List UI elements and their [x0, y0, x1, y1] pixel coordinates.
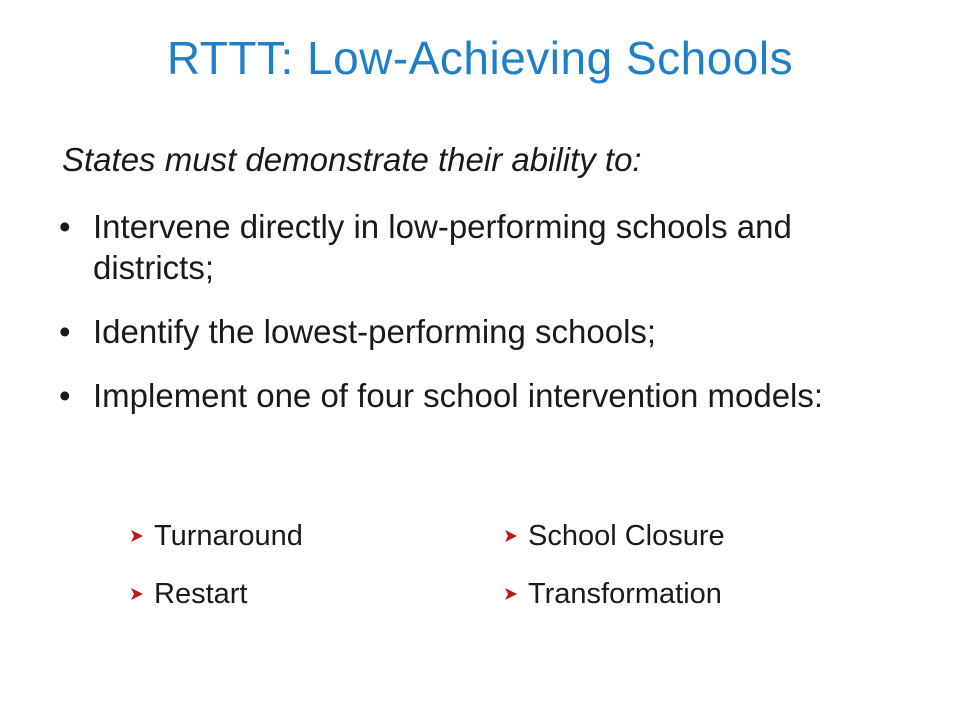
arrow-bullet-icon: [130, 587, 144, 601]
intervention-models: [130, 514, 850, 634]
model-label: Turnaround: [154, 520, 303, 552]
model-item-school-closure: [504, 514, 725, 558]
bullet-text: Identify the lowest-performing schools;: [93, 313, 657, 350]
bullet-glyph: •: [59, 208, 71, 245]
arrow-bullet-icon: [504, 587, 518, 601]
model-label: School Closure: [528, 520, 725, 552]
bullet-glyph: •: [59, 377, 71, 414]
bullet-item: [56, 311, 916, 352]
model-label: Restart: [154, 578, 248, 610]
bullet-list: [56, 206, 916, 439]
model-item-transformation: [504, 572, 722, 616]
model-label: Transformation: [528, 578, 722, 610]
arrow-bullet-icon: [504, 529, 518, 543]
model-item-restart: [130, 572, 247, 616]
arrow-bullet-icon: [130, 529, 144, 543]
intro-text: States must demonstrate their ability to:: [62, 141, 642, 178]
model-item-turnaround: [130, 514, 303, 558]
bullet-glyph: •: [59, 313, 71, 350]
slide-title: RTTT: Low-Achieving Schools: [166, 32, 794, 84]
bullet-text: Implement one of four school intervention models:: [93, 377, 824, 414]
bullet-item: [56, 206, 853, 288]
bullet-text: Intervene directly in low-performing schools and districts;: [93, 208, 792, 286]
bullet-item: [56, 375, 933, 416]
